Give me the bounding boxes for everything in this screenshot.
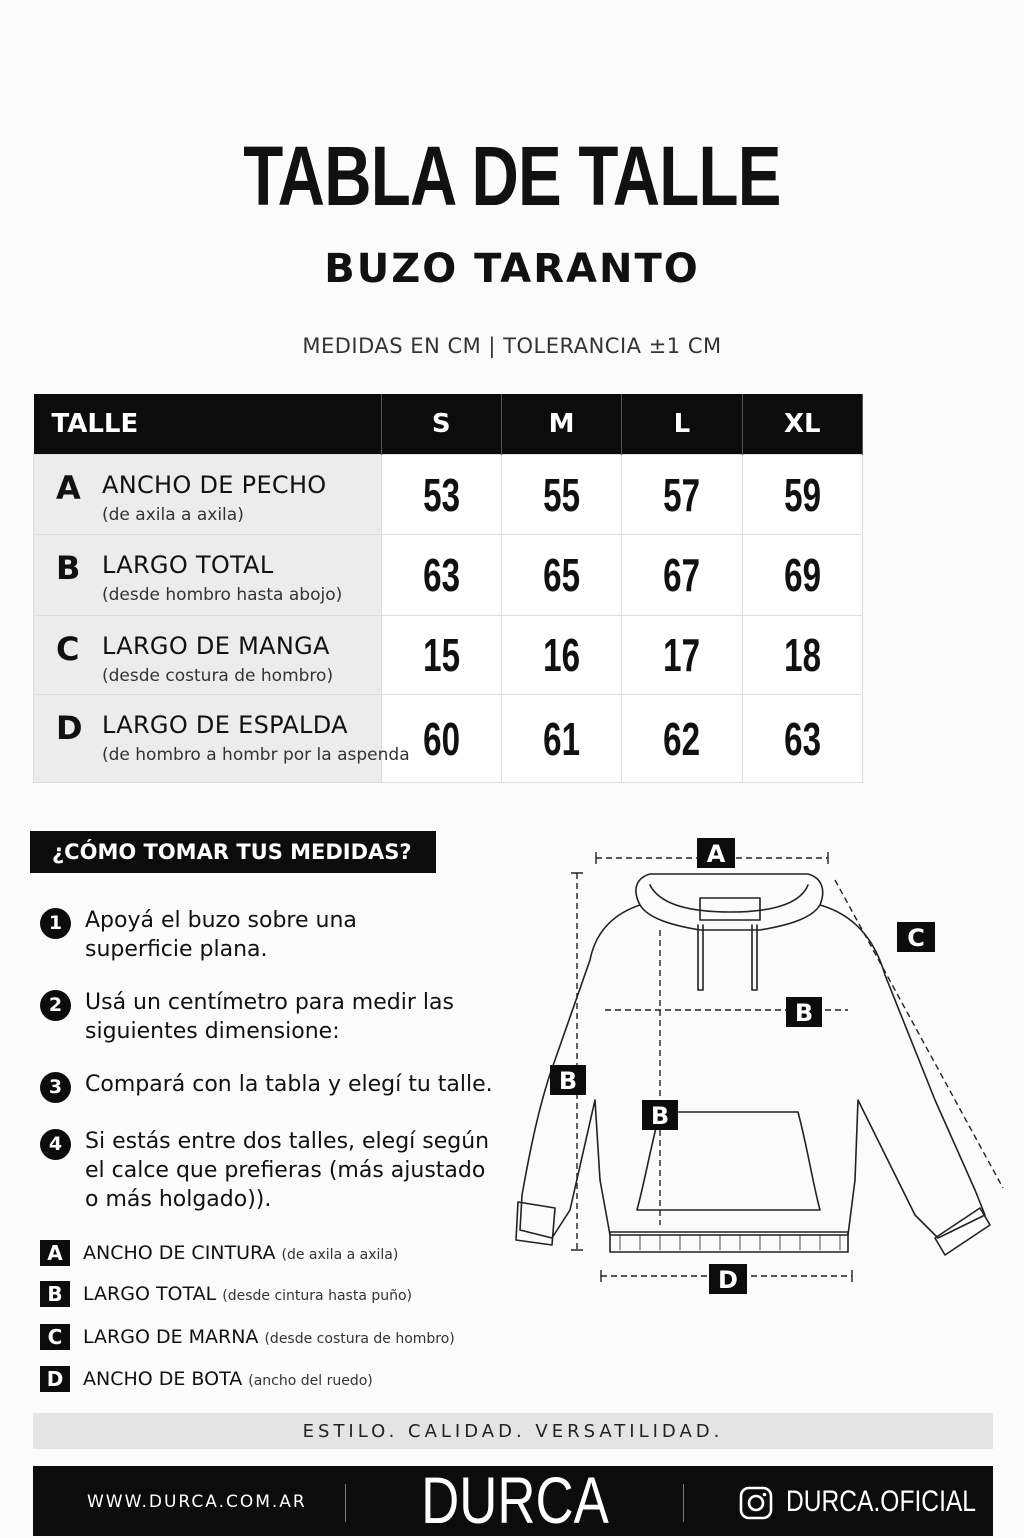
size-value: 57 [622,455,742,535]
legend-sub: (ancho del ruedo) [248,1373,373,1389]
row-sub: (desde hombro hasta abojo) [102,585,343,605]
talle-header: TALLE [34,394,382,455]
legend-letter: C [40,1324,70,1350]
legend-letter: B [40,1281,70,1307]
hoodie-hood [636,874,823,930]
size-value: 59 [742,455,862,535]
row-letter: B [56,549,81,587]
row-name: ANCHO DE PECHO [102,471,327,499]
size-header: L [622,394,742,455]
size-header: S [381,394,501,455]
legend-name: ANCHO DE BOTA [83,1368,243,1390]
row-name: LARGO DE ESPALDA [102,711,348,739]
instagram-icon [739,1486,773,1520]
legend-item [40,1324,520,1354]
legend-item [40,1281,520,1311]
table-row [34,695,863,783]
step-text: Si estás entre dos talles, elegí según el calce que prefieras (más ajustado o más holgado)). [85,1129,490,1212]
row-name: LARGO TOTAL [102,551,274,579]
footer [33,1463,993,1537]
step-number: 4 [40,1129,71,1160]
row-label [34,455,382,535]
row-label [34,616,382,695]
howto-heading: ¿CÓMO TOMAR TUS MEDIDAS? [30,831,436,873]
legend-sub: (desde costura de hombro) [264,1331,455,1347]
size-header: XL [742,394,862,455]
svg-text:B: B [558,1067,578,1095]
svg-text:A: A [706,840,726,868]
row-label [34,695,410,783]
website-link[interactable]: WWW.DURCA.COM.AR [87,1492,307,1512]
size-value: 18 [742,616,862,695]
row-sub: (de axila a axila) [102,505,244,525]
slogan-bar: ESTILO. CALIDAD. VERSATILIDAD. [33,1413,993,1449]
size-value: 69 [742,535,862,616]
drawstring-left [698,925,703,990]
row-letter: D [56,709,83,747]
legend-item [40,1366,520,1396]
step-text: Apoyá el buzo sobre una superficie plana. [85,908,357,962]
svg-text:C: C [907,924,925,952]
legend-letter: A [40,1240,70,1266]
step-text: Compará con la tabla y elegí tu talle. [85,1072,493,1097]
divider [345,1484,346,1522]
size-value: 63 [742,695,862,783]
cuff-right [935,1208,990,1255]
drawstring-right [752,925,757,990]
row-letter: C [56,630,80,668]
step-number: 3 [40,1072,71,1103]
size-value: 60 [381,695,501,783]
instagram-handle[interactable]: DURCA.OFICIAL [786,1485,976,1518]
svg-text:D: D [718,1266,738,1294]
legend-name: LARGO TOTAL [83,1283,217,1305]
size-value: 53 [381,455,501,535]
diagram-label-b [786,997,822,1027]
row-label [34,535,382,616]
size-value: 55 [501,455,621,535]
diagram-label-b [642,1100,678,1130]
diagram-label-d [709,1264,747,1294]
svg-text:B: B [650,1102,670,1130]
size-value: 61 [501,695,621,783]
size-value: 17 [622,616,742,695]
table-row [34,535,863,616]
size-value: 62 [622,695,742,783]
diagram-label-a [697,838,735,868]
legend-name: ANCHO DE CINTURA [83,1242,276,1264]
size-value: 15 [381,616,501,695]
legend-name: LARGO DE MARNA [83,1326,259,1348]
row-sub: (desde costura de hombro) [102,666,334,686]
measures-note: MEDIDAS EN CM | TOLERANCIA ±1 CM [302,334,722,358]
diagram-label-c [897,922,935,952]
product-subtitle: BUZO TARANTO [324,246,700,292]
legend-sub: (de axila a axila) [281,1247,399,1263]
size-value: 65 [501,535,621,616]
step-number: 2 [40,990,71,1021]
hoodie-diagram [500,830,1010,1300]
page-title: TABLA DE TALLE [243,129,781,223]
size-table [33,394,863,783]
table-row [34,455,863,535]
size-value: 16 [501,616,621,695]
table-row [34,616,863,695]
size-header: M [501,394,621,455]
legend-letter: D [40,1366,70,1392]
divider [683,1484,684,1522]
brand-logo: DURCA [421,1463,609,1537]
row-letter: A [56,469,81,507]
diagram-label-b [550,1065,586,1095]
step-number: 1 [40,908,71,939]
size-value: 67 [622,535,742,616]
table-header-row [34,394,863,455]
row-sub: (de hombro a hombr por la aspenda [102,745,410,765]
step-text: Usá un centímetro para medir las siguientes dimensione: [85,990,454,1044]
svg-text:B: B [794,999,814,1027]
size-value: 63 [381,535,501,616]
legend-sub: (desde cintura hasta puño) [222,1288,413,1304]
legend-item [40,1240,520,1270]
row-name: LARGO DE MANGA [102,632,330,660]
